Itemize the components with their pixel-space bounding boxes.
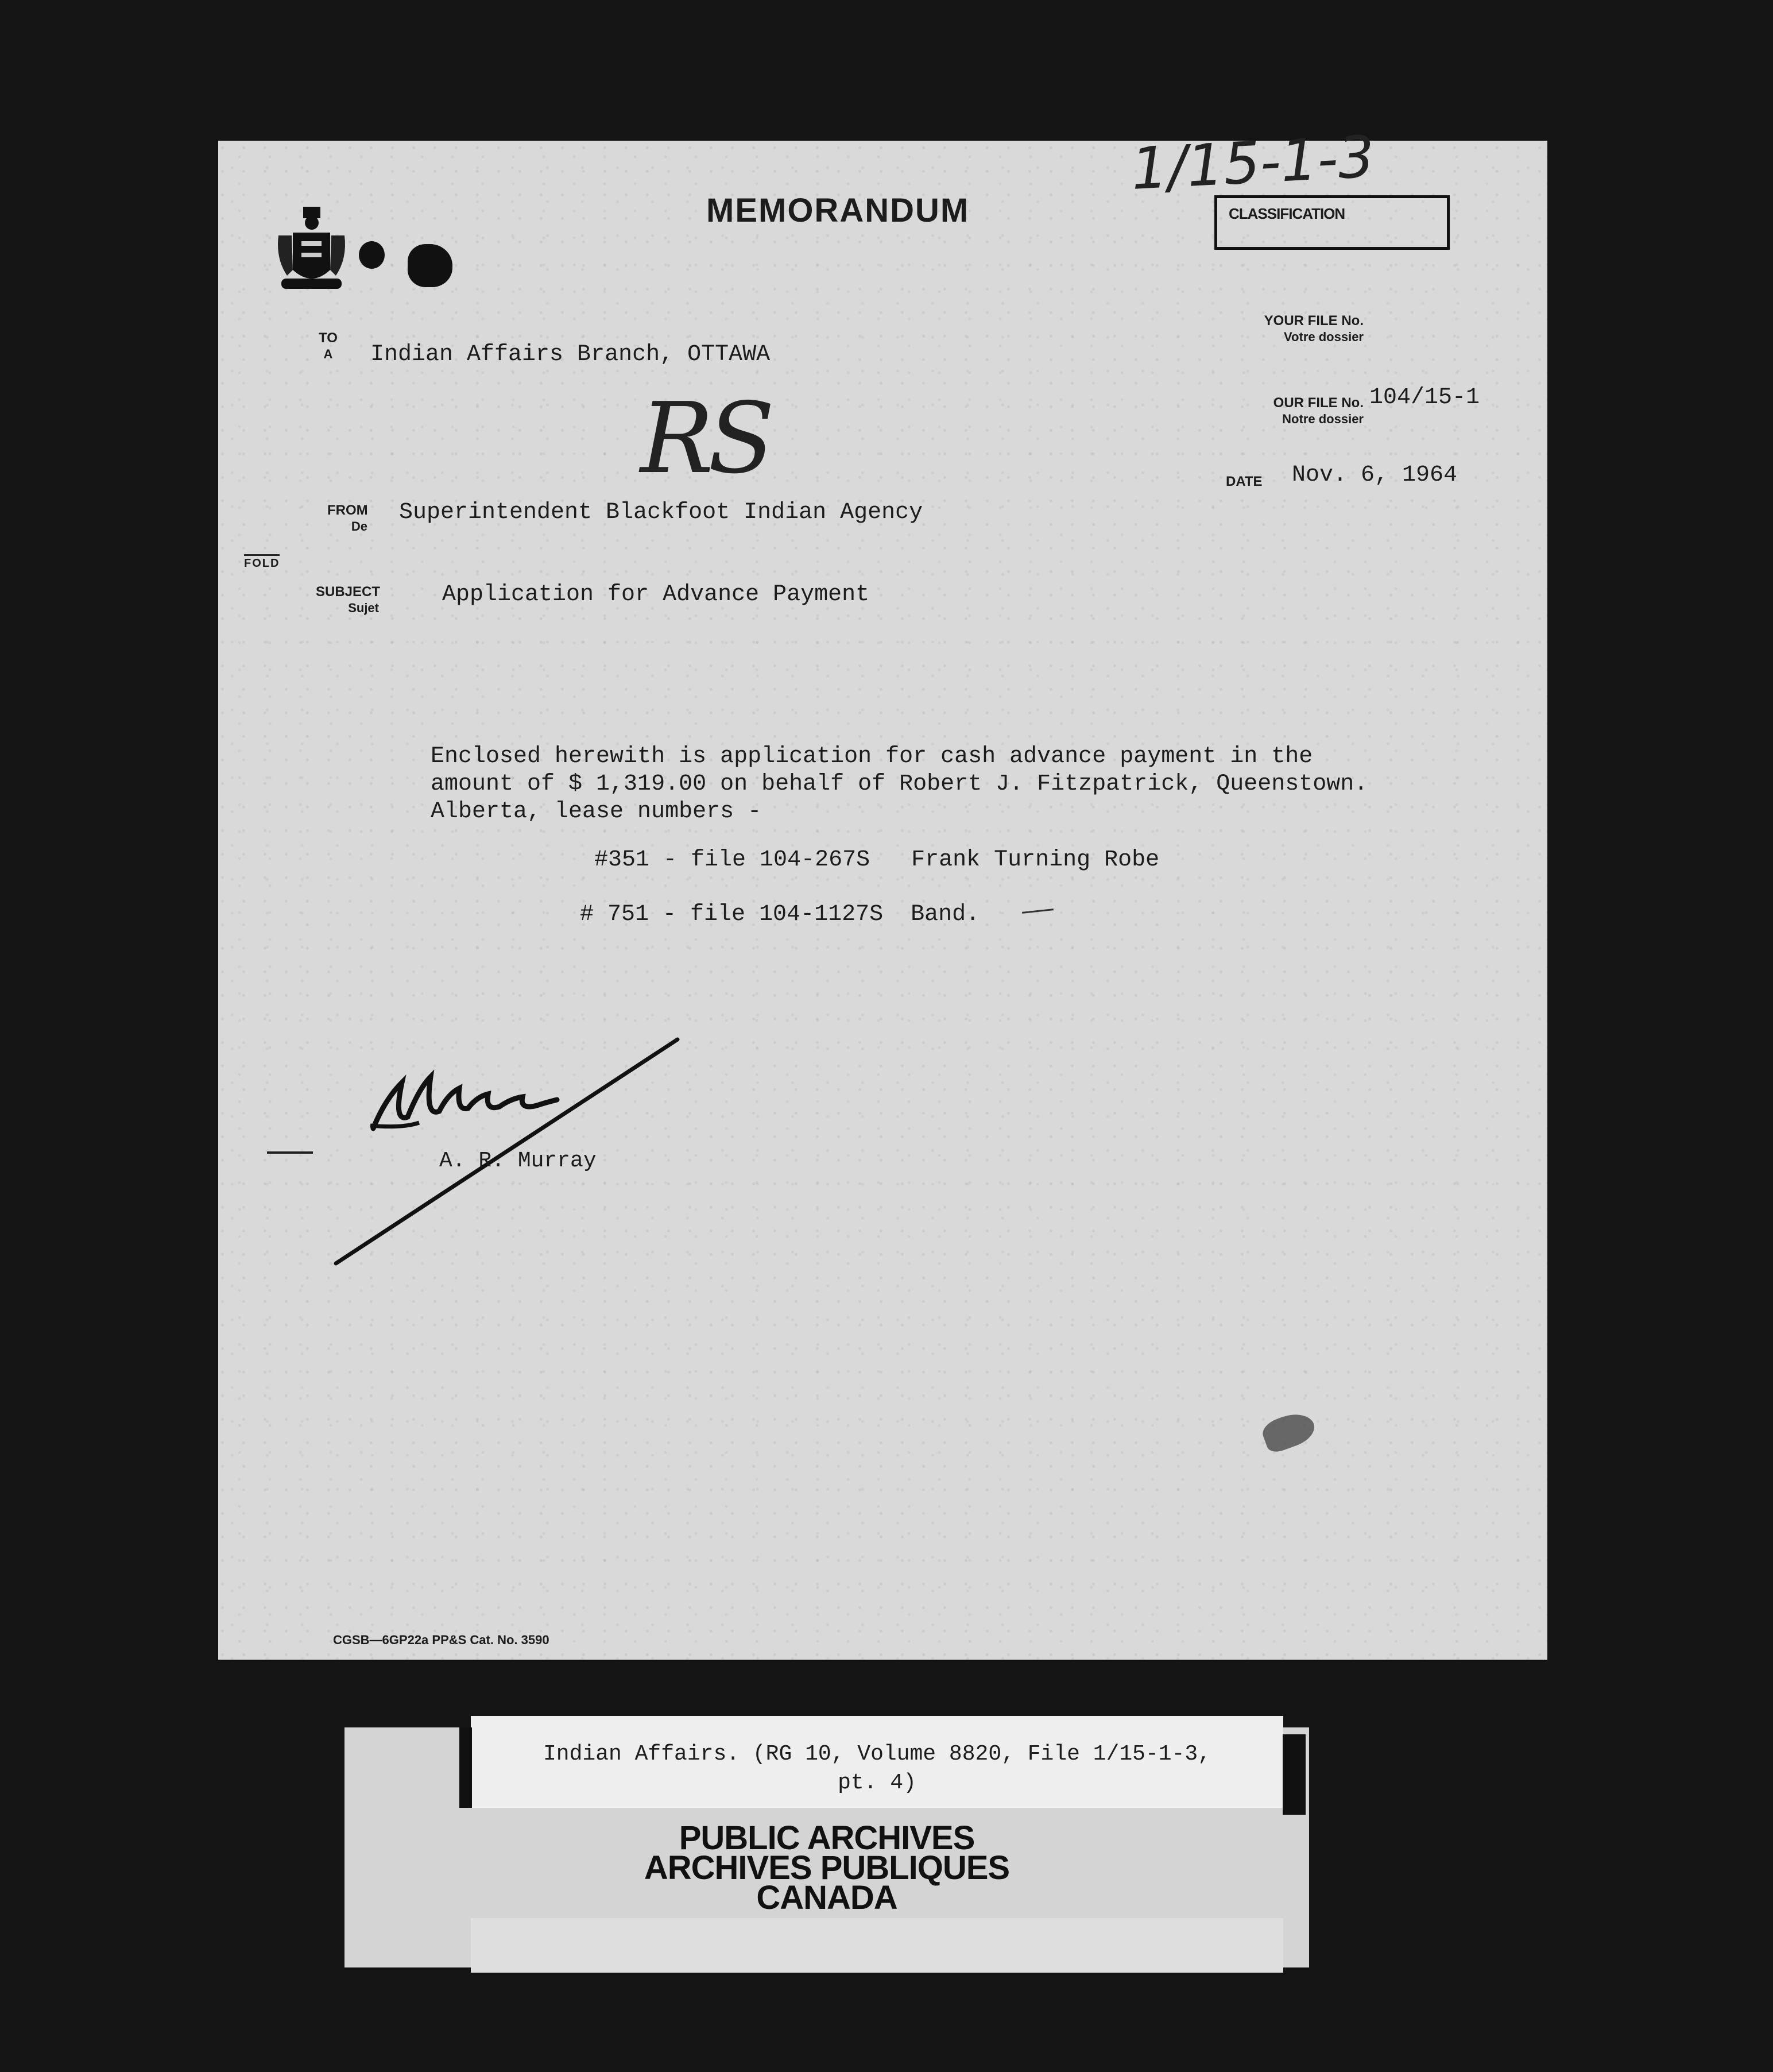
memo-sheet — [218, 122, 1547, 1660]
subject-value: Application for Advance Payment — [442, 582, 870, 608]
from-label-en: FROM — [327, 502, 368, 518]
from-value: Superintendent Blackfoot Indian Agency — [399, 500, 923, 525]
body-line: Enclosed herewith is application for cash advance payment in the — [431, 744, 1313, 770]
subject-label-en: SUBJECT — [316, 584, 381, 600]
stray-dash — [1022, 909, 1054, 914]
archive-reference-line: Indian Affairs. (RG 10, Volume 8820, File 1/15-1-3, — [543, 1742, 1211, 1766]
ink-blot — [359, 241, 385, 269]
body-line: amount of $ 1,319.00 on behalf of Robert J. Fitzpatrick, Queenstown. — [431, 771, 1368, 797]
label-notch — [459, 1727, 472, 1808]
date-label: DATE — [1226, 474, 1263, 489]
archive-label-tab — [471, 1918, 1283, 1973]
fold-label: FOLD — [244, 554, 280, 570]
subject-label — [316, 584, 379, 616]
handwritten-file-number: 1/15-1-3 — [1129, 122, 1376, 203]
archive-reference-line: pt. 4) — [838, 1771, 916, 1795]
to-label-en: TO — [319, 330, 338, 346]
paper-smudge — [1259, 1408, 1318, 1455]
our-file-label-en: OUR FILE No. — [1273, 395, 1364, 411]
archive-stamp-line: CANADA — [756, 1879, 897, 1916]
date-value: Nov. 6, 1964 — [1292, 462, 1458, 488]
classification-box — [1214, 195, 1450, 250]
your-file-label — [1137, 313, 1364, 345]
lease-line: #351 - file 104-267S Frank Turning Robe — [594, 847, 1160, 873]
handwritten-initials: RS — [640, 382, 769, 496]
our-file-value: 104/15-1 — [1369, 385, 1480, 411]
coat-of-arms-icon — [276, 207, 347, 293]
from-label — [327, 502, 367, 535]
our-file-label-fr: Notre dossier — [1282, 412, 1364, 426]
your-file-label-fr: Votre dossier — [1284, 330, 1364, 344]
to-value: Indian Affairs Branch, OTTAWA — [370, 342, 771, 368]
archive-stamp-line: ARCHIVES PUBLIQUES — [644, 1849, 1010, 1887]
to-label-fr: A — [323, 347, 333, 361]
archive-reference-slip — [471, 1716, 1283, 1808]
lease-line: # 751 - file 104-1127S Band. — [580, 902, 980, 927]
memo-title: MEMORANDUM — [706, 192, 970, 229]
your-file-label-en: YOUR FILE No. — [1264, 313, 1364, 328]
archive-stamp-line: PUBLIC ARCHIVES — [679, 1819, 975, 1857]
form-code: CGSB—6GP22a PP&S Cat. No. 3590 — [333, 1633, 549, 1647]
ink-blot — [408, 244, 452, 287]
to-label — [319, 330, 338, 362]
body-line: Alberta, lease numbers - — [431, 799, 762, 825]
margin-dash — [267, 1151, 313, 1154]
our-file-label — [1137, 395, 1364, 427]
signature-name: A. R. Murray — [439, 1149, 597, 1173]
from-label-fr: De — [351, 519, 367, 534]
subject-label-fr: Sujet — [348, 601, 379, 615]
label-notch — [1283, 1734, 1306, 1815]
classification-label: CLASSIFICATION — [1229, 205, 1345, 222]
